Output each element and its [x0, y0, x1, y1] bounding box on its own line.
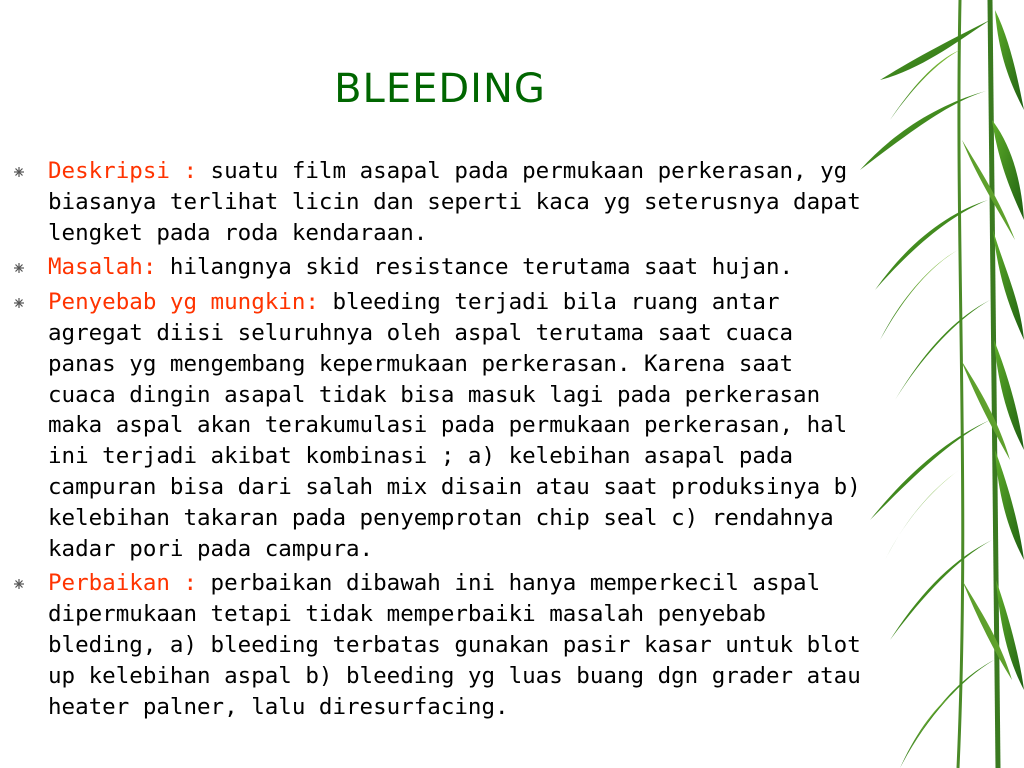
bullet-text: suatu film asapal pada permukaan perkerasan, yg biasanya terlihat licin dan seperti kaca yg seterusnya dapat lengket pada roda kendaraan. — [48, 158, 861, 246]
bullet-label: Penyebab yg mungkin: — [48, 289, 319, 316]
bullet-item-deskripsi — [14, 156, 866, 248]
bullet-label: Deskripsi : — [48, 158, 198, 184]
bullet-label: Masalah: — [48, 254, 157, 281]
bamboo-leaves-decoration — [840, 0, 1024, 768]
bullet-item-penyebab — [14, 287, 866, 564]
bullet-text: bleeding terjadi bila ruang antar agregat diisi seluruhnya oleh aspal terutama saat cuaca panas yg mengembang kepermukaan perkerasan. Karena saat cuaca dingin asapal tidak bisa masuk lagi pada perkerasan maka aspal akan terakumulasi pada permukaan perkerasan, hal ini terjadi akibat kombinasi ; a) kelebihan asapal pada campuran bisa dari salah mix disain atau saat produksinya b) kelebihan takaran pada penyemprotan chip seal c) rendahnya kadar pori pada campura. — [48, 289, 861, 562]
bullet-text: hilangnya skid resistance terutama saat hujan. — [156, 254, 794, 281]
slide-title: BLEEDING — [334, 66, 546, 112]
bullet-item-perbaikan — [14, 568, 866, 722]
asterisk-bullet-icon — [14, 579, 24, 589]
bullet-item-masalah — [14, 252, 866, 283]
bullet-label: Perbaikan : — [48, 570, 198, 597]
asterisk-bullet-icon — [14, 263, 24, 273]
asterisk-bullet-icon — [14, 298, 24, 308]
bullet-list — [14, 156, 866, 726]
bullet-text: perbaikan dibawah ini hanya memperkecil aspal dipermukaan tetapi tidak memperbaiki masalah penyebab bleding, a) bleeding terbatas gunakan pasir kasar untuk blot up kelebihan aspal b) bleeding yg luas buang dgn grader atau heater palner, lalu diresurfacing. — [48, 570, 861, 720]
asterisk-bullet-icon — [14, 167, 24, 177]
